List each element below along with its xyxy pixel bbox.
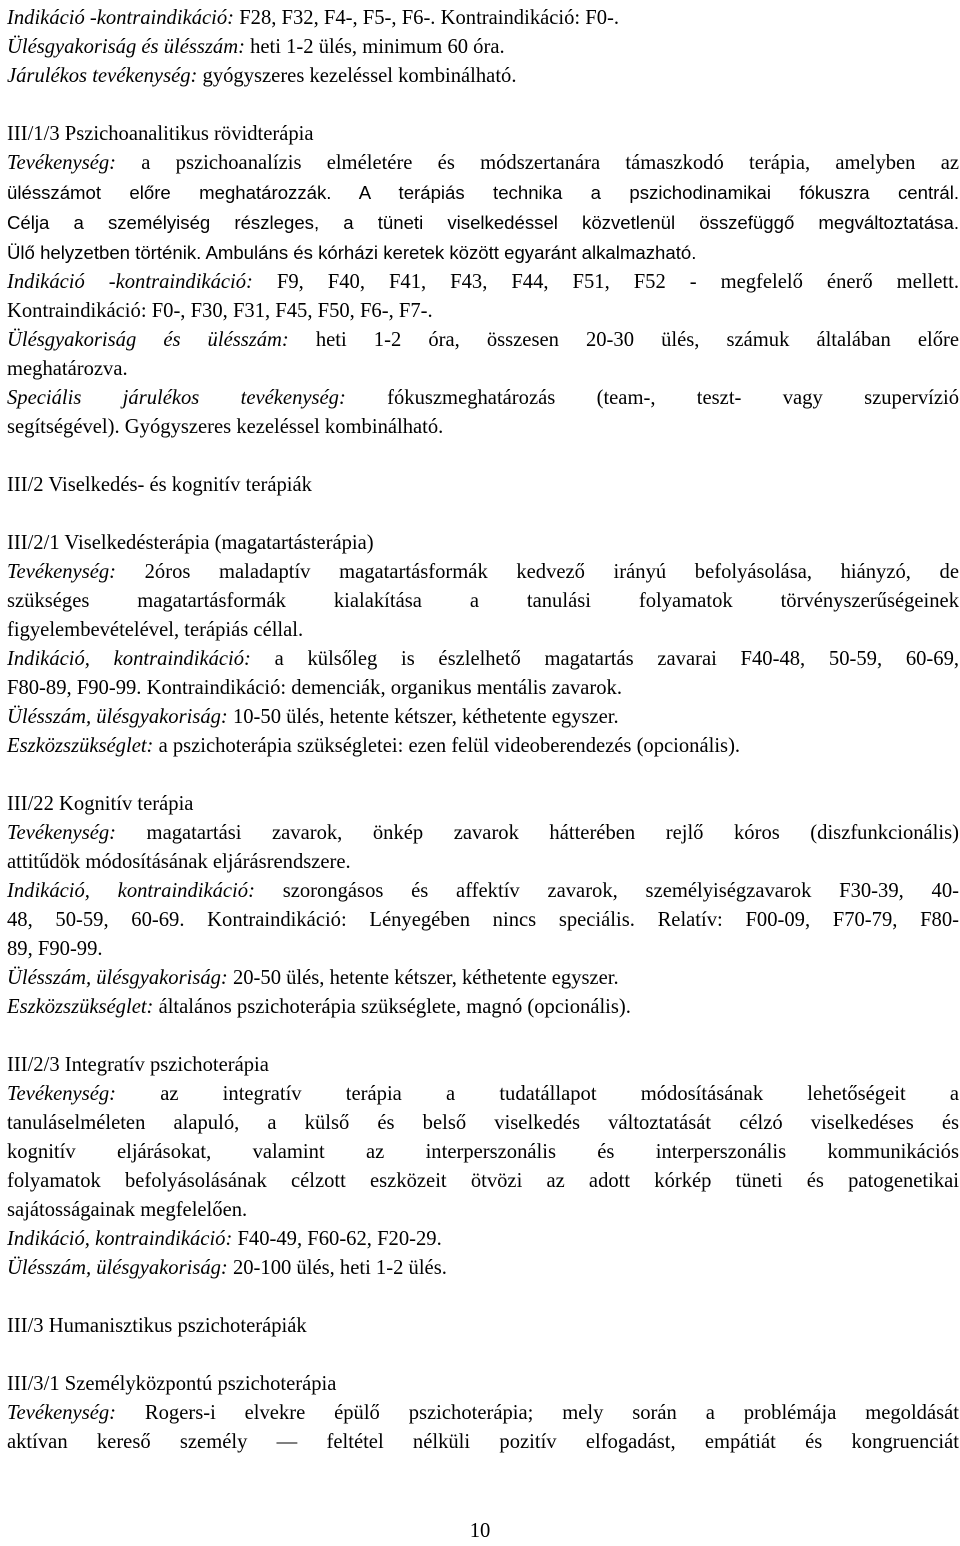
- activity-label: Tevékenység:: [7, 1402, 117, 1424]
- indication-line-2: [7, 297, 959, 326]
- equipment-line: [7, 732, 959, 761]
- section-heading-iii-2: III/2 Viselkedés- és kognitív terápiák: [7, 474, 312, 496]
- special-activity-label: Speciális járulékos tevékenység:: [7, 387, 346, 409]
- frequency-line: [7, 33, 959, 62]
- activity-line-5: [7, 1196, 959, 1225]
- section-heading: III/3/1 Személyközpontú pszichoterápia: [7, 1373, 337, 1395]
- indication-line-3: [7, 935, 959, 964]
- activity-label: Tevékenység:: [7, 822, 117, 844]
- activity-text-1: az integratív terápia a tudatállapot módosításának lehetőségeit a: [116, 1083, 959, 1105]
- special-activity-text-2: segítségével). Gyógyszeres kezeléssel kombinálható.: [7, 416, 444, 438]
- equipment-text: általános pszichoterápia szükséglete, magnó (opcionális).: [153, 996, 631, 1018]
- activity-line-2: [7, 1109, 959, 1138]
- spacer: [7, 442, 959, 471]
- indication-line: [7, 1225, 959, 1254]
- indication-line-1: [7, 645, 959, 674]
- activity-text-2: attitűdök módosításának eljárásrendszere.: [7, 851, 351, 873]
- frequency-text: 10-50 ülés, hetente kétszer, kéthetente egyszer.: [227, 706, 619, 728]
- indication-line: [7, 4, 959, 33]
- section-heading: III/2/3 Integratív pszichoterápia: [7, 1054, 269, 1076]
- activity-text-1: magatartási zavarok, önkép zavarok hátterében rejlő kóros (diszfunkcionális): [116, 822, 959, 844]
- activity-line-4: [7, 238, 959, 268]
- activity-text-4: Ülő helyzetben történik. Ambuláns és kórházi keretek között egyaránt alkalmazható.: [7, 242, 697, 263]
- indication-text-1: szorongásos és affektív zavarok, személyiségzavarok F30-39, 40-: [254, 880, 960, 902]
- indication-line-2: [7, 674, 959, 703]
- indication-text-2: 48, 50-59, 60-69. Kontraindikáció: Lényegében nincs speciális. Relatív: F00-09, F70-79, F80-: [7, 909, 959, 931]
- frequency-line-1: [7, 326, 959, 355]
- frequency-text-1: heti 1-2 óra, összesen 20-30 ülés, számuk általában előre: [288, 329, 959, 351]
- section-iii-2-1: [7, 529, 959, 761]
- indication-text-1: F9, F40, F41, F43, F44, F51, F52 - megfelelő énerő mellett.: [252, 271, 959, 293]
- indication-label: Indikáció -kontraindikáció:: [7, 7, 235, 29]
- frequency-text: 20-100 ülés, heti 1-2 ülés.: [227, 1257, 447, 1279]
- activity-line-2: [7, 1428, 959, 1457]
- activity-line-1: [7, 1080, 959, 1109]
- indication-text-3: 89, F90-99.: [7, 938, 103, 960]
- activity-line-2: [7, 178, 959, 208]
- spacer: [7, 1022, 959, 1051]
- section-iii-3-1: [7, 1370, 959, 1457]
- section-heading: III/2/1 Viselkedésterápia (magatartásterápia): [7, 532, 374, 554]
- top-block: [7, 4, 959, 91]
- indication-text: F28, F32, F4-, F5-, F6-. Kontraindikáció: F0-.: [234, 7, 620, 29]
- activity-text-1: a pszichoanalízis elméletére és módszertanára támaszkodó terápia, amelyben az: [116, 152, 959, 174]
- frequency-line-2: [7, 355, 959, 384]
- activity-text-1: 2óros maladaptív magatartásformák kedvező irányú befolyásolása, hiányzó, de: [116, 561, 959, 583]
- spacer: [7, 1283, 959, 1312]
- spacer: [7, 91, 959, 120]
- indication-label: Indikáció, kontraindikáció:: [7, 880, 255, 902]
- activity-line-2: [7, 587, 959, 616]
- frequency-label: Ülésszám, ülésgyakoriság:: [7, 1257, 228, 1279]
- indication-line-2: [7, 906, 959, 935]
- frequency-label: Ülésszám, ülésgyakoriság:: [7, 967, 228, 989]
- special-activity-line-1: [7, 384, 959, 413]
- section-iii-1-3: [7, 120, 959, 442]
- activity-text-1: Rogers-i elvekre épülő pszichoterápia; mely során a problémája megoldását: [116, 1402, 959, 1424]
- additional-activity-text: gyógyszeres kezeléssel kombinálható.: [197, 65, 517, 87]
- frequency-text: heti 1-2 ülés, minimum 60 óra.: [244, 36, 505, 58]
- frequency-label: Ülésgyakoriság és ülésszám:: [7, 36, 245, 58]
- indication-label: Indikáció, kontraindikáció:: [7, 1228, 233, 1250]
- indication-label: Indikáció -kontraindikáció:: [7, 271, 253, 293]
- spacer: [7, 1341, 959, 1370]
- special-activity-line-2: [7, 413, 959, 442]
- activity-text-4: folyamatok befolyásolásának célzott eszközeit ötvözi az adott kórkép tüneti és patogenetikai: [7, 1170, 959, 1192]
- frequency-text-2: meghatározva.: [7, 358, 128, 380]
- equipment-text: a pszichoterápia szükségletei: ezen felül videoberendezés (opcionális).: [153, 735, 741, 757]
- frequency-line: [7, 1254, 959, 1283]
- activity-text-2: szükséges magatartásformák kialakítása a tanulási folyamatok törvényszerűségeinek: [7, 590, 959, 612]
- additional-activity-label: Járulékos tevékenység:: [7, 65, 198, 87]
- activity-line-1: [7, 149, 959, 178]
- indication-text-2: F80-89, F90-99. Kontraindikáció: demenciák, organikus mentális zavarok.: [7, 677, 623, 699]
- equipment-line: [7, 993, 959, 1022]
- activity-label: Tevékenység:: [7, 152, 117, 174]
- activity-text-3: kognitív eljárásokat, valamint az interperszonális és interperszonális kommunikációs: [7, 1141, 959, 1163]
- activity-text-2: tanuláselméleten alapuló, a külső és belső viselkedés változtatását célzó viselkedéses és: [7, 1112, 959, 1134]
- section-heading-iii-3: III/3 Humanisztikus pszichoterápiák: [7, 1315, 307, 1337]
- page-body: [7, 4, 959, 1457]
- activity-line-4: [7, 1167, 959, 1196]
- section-heading: III/1/3 Pszichoanalitikus rövidterápia: [7, 123, 314, 145]
- activity-text-3: Célja a személyiség részleges, a tüneti viselkedéssel közvetlenül összefüggő megváltoztatása.: [7, 212, 959, 233]
- activity-label: Tevékenység:: [7, 561, 117, 583]
- section-iii-22: [7, 790, 959, 1022]
- special-activity-text-1: fókuszmeghatározás (team-, teszt- vagy szupervízió: [345, 387, 959, 409]
- indication-text-1: a külsőleg is észlelhető magatartás zavarai F40-48, 50-59, 60-69,: [250, 648, 960, 670]
- additional-activity-line: [7, 62, 959, 91]
- activity-line-1: [7, 819, 959, 848]
- frequency-line: [7, 703, 959, 732]
- activity-line-1: [7, 558, 959, 587]
- frequency-label: Ülésszám, ülésgyakoriság:: [7, 706, 228, 728]
- indication-line-1: [7, 268, 959, 297]
- activity-line-3: [7, 616, 959, 645]
- section-heading: III/22 Kognitív terápia: [7, 793, 194, 815]
- activity-line-2: [7, 848, 959, 877]
- indication-line-1: [7, 877, 959, 906]
- activity-text-5: sajátosságainak megfelelően.: [7, 1199, 248, 1221]
- activity-text-2: aktívan kereső személy — feltétel nélküli pozitív elfogadást, empátiát és kongruenciát: [7, 1431, 959, 1453]
- activity-line-3: [7, 1138, 959, 1167]
- activity-line-1: [7, 1399, 959, 1428]
- section-iii-2-3: [7, 1051, 959, 1283]
- page-number: 10: [469, 1520, 491, 1542]
- activity-text-3: figyelembevételével, terápiás céllal.: [7, 619, 304, 641]
- spacer: [7, 500, 959, 529]
- equipment-label: Eszközszükséglet:: [7, 735, 154, 757]
- frequency-label: Ülésgyakoriság és ülésszám:: [7, 329, 289, 351]
- frequency-text: 20-50 ülés, hetente kétszer, kéthetente egyszer.: [227, 967, 619, 989]
- indication-text: F40-49, F60-62, F20-29.: [232, 1228, 442, 1250]
- activity-text-2: ülésszámot előre meghatározzák. A terápiás technika a pszichodinamikai fókuszra centrál.: [7, 182, 959, 203]
- equipment-label: Eszközszükséglet:: [7, 996, 154, 1018]
- spacer: [7, 761, 959, 790]
- indication-text-2: Kontraindikáció: F0-, F30, F31, F45, F50, F6-, F7-.: [7, 300, 433, 322]
- activity-label: Tevékenység:: [7, 1083, 117, 1105]
- activity-line-3: [7, 208, 959, 238]
- frequency-line: [7, 964, 959, 993]
- indication-label: Indikáció, kontraindikáció:: [7, 648, 251, 670]
